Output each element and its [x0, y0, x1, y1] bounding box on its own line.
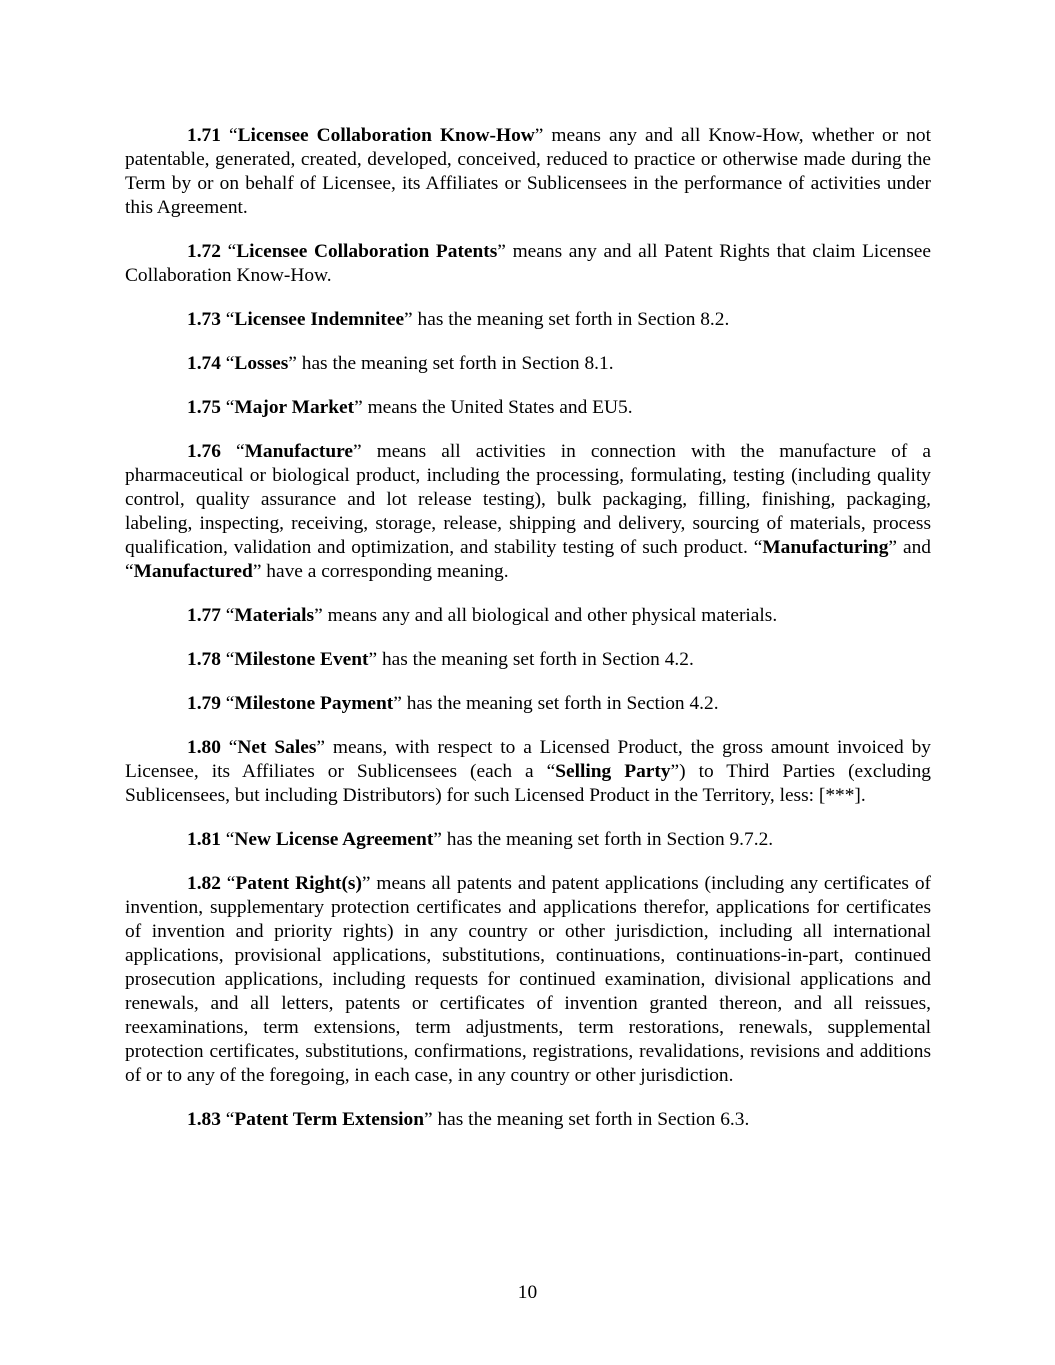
definition-text: has the meaning set forth in Section 9.7.2. [446, 829, 774, 850]
defined-term: Major Market [234, 397, 355, 418]
section-number: 1.74 [187, 353, 221, 374]
definition-text: means any and all biological and other physical materials. [327, 605, 778, 626]
connector-text: and [902, 537, 931, 558]
section-number: 1.78 [187, 649, 221, 670]
defined-term: Milestone Event [234, 649, 369, 670]
definition-1-72: 1.72 “Licensee Collaboration Patents” means any and all Patent Rights that claim Licensee Collaboration Know-How. [125, 241, 931, 286]
defined-term: Losses [234, 353, 289, 374]
defined-term: Net Sales [237, 737, 317, 758]
defined-term: Patent Right(s) [235, 873, 362, 894]
defined-term-variant: Manufacturing [762, 537, 889, 558]
definition-1-75: 1.75 “Major Market” means the United States and EU5. [187, 397, 633, 418]
section-number: 1.81 [187, 829, 221, 850]
definition-text: has the meaning set forth in Section 8.1. [301, 353, 614, 374]
defined-term: New License Agreement [234, 829, 434, 850]
definition-text: means all patents and patent applications (including any certificates of invention, supplementary protection certificates and applications therefor, applications for certificates of invention and priority rights) in any country or other jurisdiction, including all international applications, provisional applications, substitutions, continuations, continuations-in-part, continued prosecution applications, including requests for continued examination, divisional applications and renewals, and all letters, patents or certificates of invention granted thereon, and all reissues, reexaminations, term extensions, term adjustments, term restorations, renewals, supplemental protection certificates, substitutions, confirmations, registrations, revalidations, revisions and additions of or to any of the foregoing, in each case, in any country or other jurisdiction. [125, 873, 931, 1086]
defined-term: Materials [234, 605, 315, 626]
defined-term: Licensee Collaboration Patents [236, 241, 498, 262]
definition-1-71: 1.71 “Licensee Collaboration Know-How” means any and all Know-How, whether or not patentable, generated, created, developed, conceived, reduced to practice or otherwise made during the Term by or on behalf of Licensee, its Affiliates or Sublicensees in the performance of activities under this Agreement. [125, 125, 931, 218]
definition-text: means any and all Patent Rights that claim Licensee Collaboration Know-How. [125, 241, 931, 286]
section-number: 1.82 [187, 873, 221, 894]
defined-term: Licensee Collaboration Know-How [237, 125, 535, 146]
section-number: 1.75 [187, 397, 221, 418]
definition-tail: ) to Third Parties (excluding Sublicensees, but including Distributors) for such Licensed Product in the Territory, less: [***]. [125, 761, 932, 806]
definition-1-81: 1.81 “New License Agreement” has the meaning set forth in Section 9.7.2. [187, 829, 774, 850]
document-page [125, 124, 931, 1152]
definition-1-76: 1.76 “Manufacture” means all activities in connection with the manufacture of a pharmaceutical or biological product, including the processing, formulating, testing (including quality control, quality assurance and lot release testing), bulk packaging, filling, finishing, packaging, labeling, inspecting, receiving, storage, release, shipping and delivery, sourcing of materials, process qualification, validation and optimization, and stability testing of such product. “Manufacturing” and “Manufactured” have a corresponding meaning. [125, 441, 931, 582]
defined-term: Licensee Indemnitee [234, 309, 405, 330]
definition-text: means any and all Know-How, whether or not patentable, generated, created, developed, conceived, reduced to practice or otherwise made during the Term by or on behalf of Licensee, its Affiliates or Sublicensees in the performance of activities under this Agreement. [125, 125, 931, 218]
section-number: 1.76 [187, 441, 221, 462]
section-number: 1.80 [187, 737, 221, 758]
definition-1-74: 1.74 “Losses” has the meaning set forth in Section 8.1. [187, 353, 614, 374]
definition-1-82: 1.82 “Patent Right(s)” means all patents and patent applications (including any certificates of invention, supplementary protection certificates and applications therefor, applications for certificates of invention and priority rights) in any country or other jurisdiction, including all international applications, provisional applications, substitutions, continuations, continuations-in-part, continued prosecution applications, including requests for continued examination, divisional applications and renewals, and all letters, patents or certificates of invention granted thereon, and all reissues, reexaminations, term extensions, term adjustments, term restorations, renewals, supplemental protection certificates, substitutions, confirmations, registrations, revalidations, revisions and additions of or to any of the foregoing, in each case, in any country or other jurisdiction. [125, 873, 931, 1086]
defined-term: Manufacture [244, 441, 354, 462]
section-number: 1.83 [187, 1109, 221, 1130]
defined-term-variant: Manufactured [133, 561, 253, 582]
definition-tail: have a corresponding meaning. [266, 561, 509, 582]
definition-1-78: 1.78 “Milestone Event” has the meaning set forth in Section 4.2. [187, 649, 694, 670]
definition-text: has the meaning set forth in Section 4.2. [381, 649, 694, 670]
definition-text: has the meaning set forth in Section 8.2. [417, 309, 730, 330]
section-number: 1.73 [187, 309, 221, 330]
defined-term-variant: Selling Party [555, 761, 671, 782]
definition-text: has the meaning set forth in Section 6.3. [437, 1109, 750, 1130]
section-number: 1.79 [187, 693, 221, 714]
definition-text: means all activities in connection with the manufacture of a pharmaceutical or biological product, including the processing, formulating, testing (including quality control, quality assurance and lot release testing), bulk packaging, filling, finishing, packaging, labeling, inspecting, receiving, storage, release, shipping and delivery, sourcing of materials, process qualification, validation and optimization, and stability testing of such product. [125, 441, 931, 558]
definition-1-79: 1.79 “Milestone Payment” has the meaning set forth in Section 4.2. [187, 693, 719, 714]
definition-1-77: 1.77 “Materials” means any and all biological and other physical materials. [187, 605, 778, 626]
definition-text: means the United States and EU5. [367, 397, 633, 418]
definition-text: has the meaning set forth in Section 4.2. [406, 693, 719, 714]
section-number: 1.72 [187, 241, 221, 262]
page-number: 10 [517, 1282, 538, 1303]
defined-term: Milestone Payment [234, 693, 394, 714]
definition-1-73: 1.73 “Licensee Indemnitee” has the meaning set forth in Section 8.2. [187, 309, 730, 330]
section-number: 1.71 [187, 125, 221, 146]
definition-1-83: 1.83 “Patent Term Extension” has the meaning set forth in Section 6.3. [187, 1109, 750, 1130]
defined-term: Patent Term Extension [234, 1109, 425, 1130]
section-number: 1.77 [187, 605, 221, 626]
definition-text: means, with respect to a Licensed Product, the gross amount invoiced by Licensee, its Affiliates or Sublicensees (each a [125, 737, 931, 782]
definition-1-80: 1.80 “Net Sales” means, with respect to a Licensed Product, the gross amount invoiced by Licensee, its Affiliates or Sublicensees (each a “Selling Party”) to Third Parties (excluding Sublicensees, but including Distributors) for such Licensed Product in the Territory, less: [***]. [125, 737, 932, 806]
